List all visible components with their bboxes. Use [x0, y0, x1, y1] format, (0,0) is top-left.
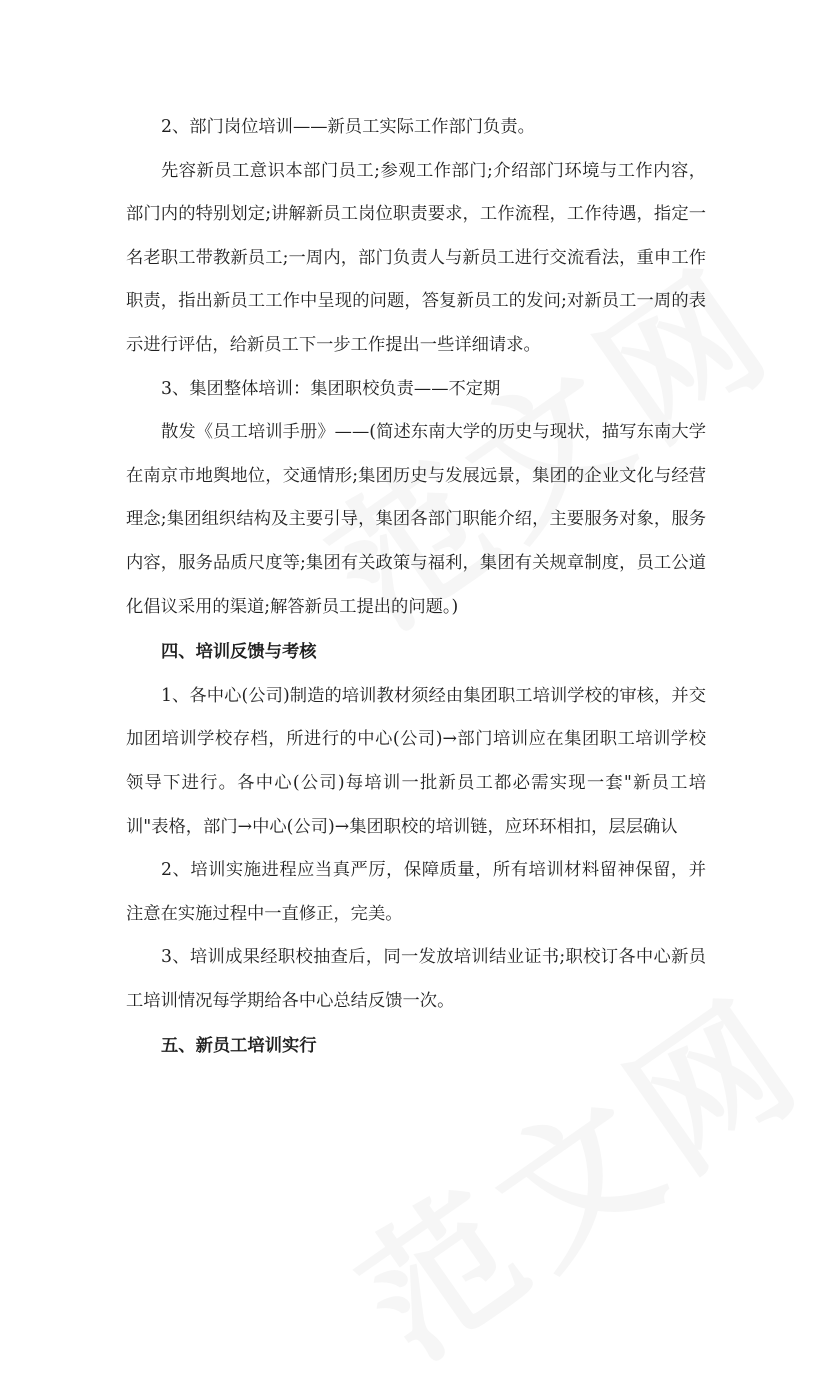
paragraph-handbook: 散发《员工培训手册》——(简述东南大学的历史与现状，描写东南大学在南京市地舆地位，交通情形;集团历史与发展远景，集团的企业文化与经营理念;集团组织结构及主要引导，集团各部门职能介绍，主要服务对象，服务内容，服务品质尺度等;集团有关政策与福利，集团有关规章制度，员工公道化倡议采用的渠道;解答新员工提出的问题。) [126, 422, 706, 617]
paragraph-feedback-3: 3、培训成果经职校抽查后，同一发放培训结业证书;职校订各中心新员工培训情况每学期给各中心总结反馈一次。 [126, 947, 706, 1011]
paragraph-dept-training: 2、部门岗位培训——新员工实际工作部门负责。 [161, 117, 535, 137]
paragraph-group-training: 3、集团整体培训：集团职校负责——不定期 [161, 378, 501, 399]
paragraph-feedback-1: 1、各中心(公司)制造的培训教材须经由集团职工培训学校的审核，并交加团培训学校存档，所进行的中心(公司)→部门培训应在集团职工培训学校领导下进行。各中心(公司)每培训一批新员工都必需实现一套"新员工培训"表格，部门→中心(公司)→集团职校的培训链，应环环相扣，层层确认 [126, 685, 706, 837]
section-heading-feedback: 四、培训反馈与考核 [161, 642, 317, 663]
section-heading-implementation: 五、新员工培训实行 [161, 1036, 317, 1057]
paragraph-dept-training-detail: 先容新员工意识本部门员工;参观工作部门;介绍部门环境与工作内容，部门内的特别划定;讲解新员工岗位职责要求，工作流程，工作待遇，指定一名老职工带教新员工;一周内，部门负责人与新员工进行交流看法，重申工作职责，指出新员工工作中呈现的问题，答复新员工的发问;对新员工一周的表示进行评估，给新员工下一步工作提出一些详细请求。 [126, 160, 706, 355]
document-body [126, 106, 706, 1069]
paragraph-feedback-2: 2、培训实施进程应当真严厉，保障质量，所有培训材料留神保留，并注意在实施过程中一直修正，完美。 [126, 860, 706, 924]
